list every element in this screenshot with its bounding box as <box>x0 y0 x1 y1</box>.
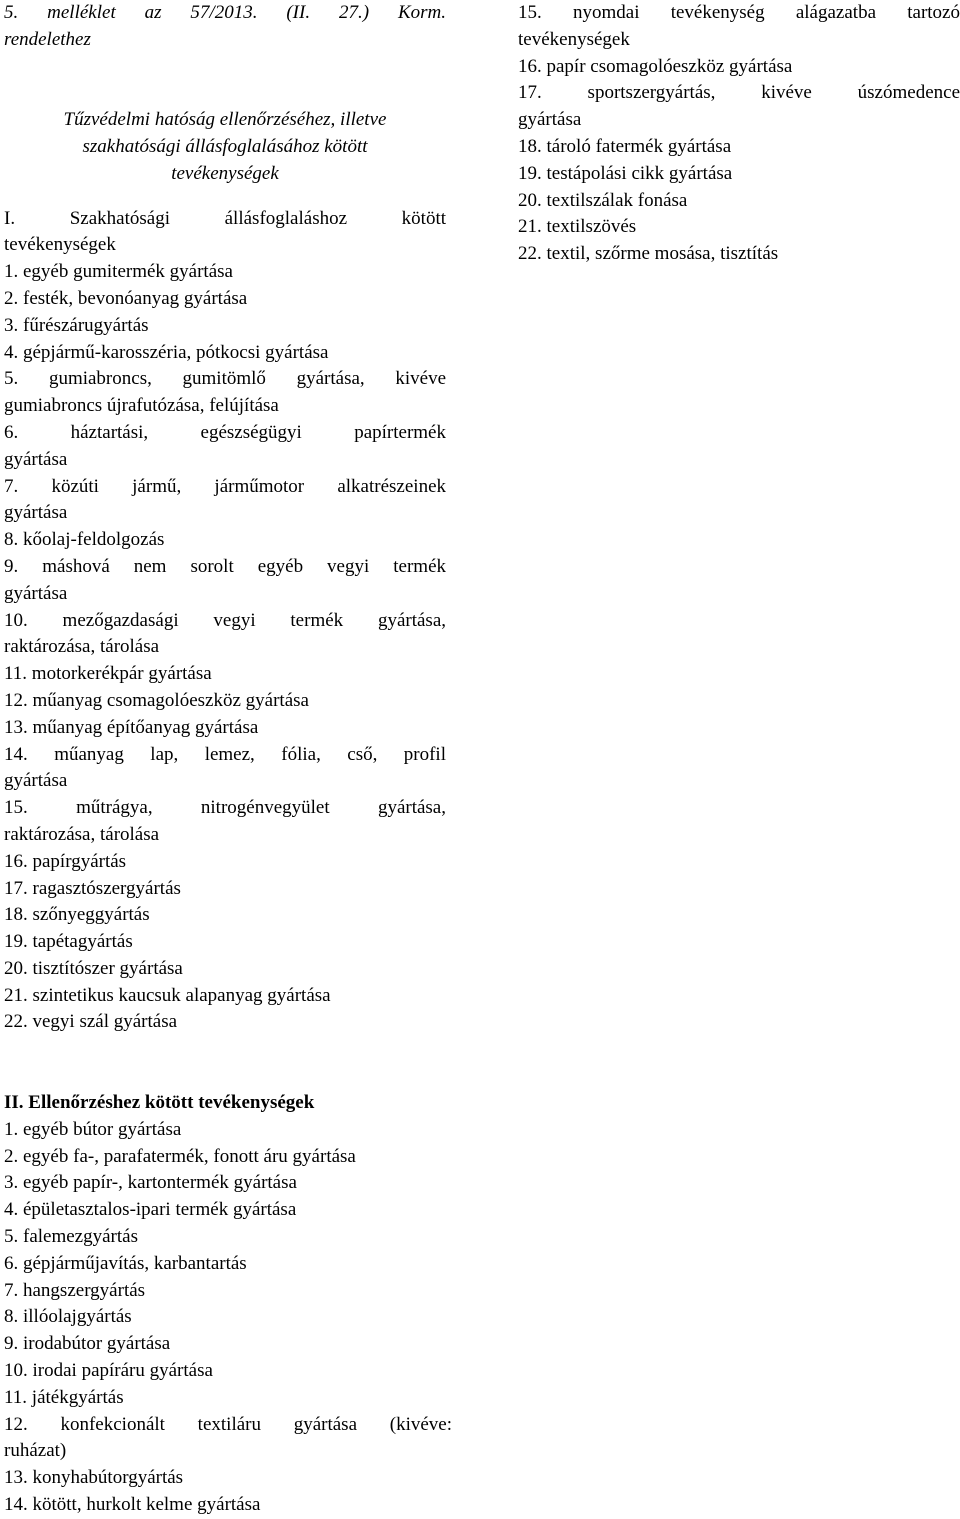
list-item-continuation: gumiabroncs újrafutózása, felújítása <box>4 395 279 417</box>
section2-heading: II. Ellenőrzéshez kötött tevékenységek <box>4 1092 315 1113</box>
left-column <box>4 0 446 1036</box>
list-item: 3. fűrészárugyártás <box>4 314 149 336</box>
list-item: 9. irodabútor gyártása <box>4 1333 171 1355</box>
list-item: 2. egyéb fa-, parafatermék, fonott áru gyártása <box>4 1145 356 1167</box>
list-item: 11. motorkerékpár gyártása <box>4 663 212 685</box>
list-item: 18. tároló fatermék gyártása <box>518 135 732 157</box>
section1-heading-line2: tevékenységek <box>4 234 116 256</box>
section2 <box>4 1090 452 1519</box>
list-item-continuation: raktározása, tárolása <box>4 636 160 658</box>
list-item: 18. szőnyeggyártás <box>4 904 150 926</box>
annex-header-line1: 5. melléklet az 57/2013. (II. 27.) Korm. <box>4 2 446 23</box>
list-item: 8. kőolaj-feldolgozás <box>4 529 165 551</box>
list-item: 17. sportszergyártás, kivéve úszómedence <box>518 82 960 104</box>
list-item: 7. hangszergyártás <box>4 1279 146 1301</box>
list-item: 9. máshová nem sorolt egyéb vegyi termék <box>4 555 446 577</box>
list-item-continuation: tevékenységek <box>518 28 630 50</box>
list-item: 14. kötött, hurkolt kelme gyártása <box>4 1493 261 1515</box>
document-title-line1: Tűzvédelmi hatóság ellenőrzéséhez, illetve <box>63 109 387 131</box>
list-item: 16. papírgyártás <box>4 850 127 872</box>
list-item: 6. gépjárműjavítás, karbantartás <box>4 1252 247 1274</box>
list-item: 5. gumiabroncs, gumitömlő gyártása, kivéve <box>4 368 446 390</box>
list-item: 17. ragasztószergyártás <box>4 877 181 899</box>
list-item: 1. egyéb bútor gyártása <box>4 1118 182 1140</box>
list-item: 13. műanyag építőanyag gyártása <box>4 716 259 738</box>
list-item-continuation: gyártása <box>4 502 68 524</box>
list-item-continuation: gyártása <box>4 770 68 792</box>
list-item: 4. épületasztalos-ipari termék gyártása <box>4 1199 297 1221</box>
list-item: 19. tapétagyártás <box>4 931 133 953</box>
list-item: 21. szintetikus kaucsuk alapanyag gyártása <box>4 984 331 1006</box>
list-item: 1. egyéb gumitermék gyártása <box>4 261 233 283</box>
document-title-line2: szakhatósági állásfoglalásához kötött <box>82 135 368 157</box>
list-item: 7. közúti jármű, járműmotor alkatrészeinek <box>4 475 446 497</box>
list-item: 20. tisztítószer gyártása <box>4 957 183 979</box>
list-item-continuation: gyártása <box>4 582 68 604</box>
list-item: 12. konfekcionált textiláru gyártása (kivéve: <box>4 1413 452 1435</box>
list-item: 22. textil, szőrme mosása, tisztítás <box>518 243 779 265</box>
list-item: 14. műanyag lap, lemez, fólia, cső, profil <box>4 743 446 765</box>
list-item-continuation: gyártása <box>4 448 68 470</box>
list-item: 19. testápolási cikk gyártása <box>518 162 733 184</box>
list-item: 21. textilszövés <box>518 216 637 238</box>
list-item-continuation: raktározása, tárolása <box>4 823 160 845</box>
list-item: 15. nyomdai tevékenység alágazatba tartozó <box>518 2 960 23</box>
list-item: 5. falemezgyártás <box>4 1225 138 1247</box>
list-item: 8. illóolajgyártás <box>4 1306 132 1328</box>
list-item: 2. festék, bevonóanyag gyártása <box>4 287 248 309</box>
list-item: 22. vegyi szál gyártása <box>4 1011 178 1033</box>
section1-heading-line1: I. Szakhatósági állásfoglaláshoz kötött <box>4 207 446 229</box>
list-item: 3. egyéb papír-, kartontermék gyártása <box>4 1172 297 1194</box>
list-item: 10. irodai papíráru gyártása <box>4 1359 213 1381</box>
right-column <box>518 0 960 268</box>
list-item: 11. játékgyártás <box>4 1386 124 1408</box>
list-item: 10. mezőgazdasági vegyi termék gyártása, <box>4 609 446 631</box>
list-item: 15. műtrágya, nitrogénvegyület gyártása, <box>4 797 446 819</box>
list-item-continuation: ruházat) <box>4 1440 67 1462</box>
list-item: 20. textilszálak fonása <box>518 189 688 211</box>
list-item: 4. gépjármű-karosszéria, pótkocsi gyártása <box>4 341 329 363</box>
annex-header-line2: rendelethez <box>4 28 91 50</box>
list-item: 13. konyhabútorgyártás <box>4 1467 184 1489</box>
list-item: 16. papír csomagolóeszköz gyártása <box>518 55 793 77</box>
document-title-line3: tevékenységek <box>171 162 279 184</box>
list-item: 6. háztartási, egészségügyi papírtermék <box>4 421 446 443</box>
list-item-continuation: gyártása <box>518 109 582 131</box>
list-item: 12. műanyag csomagolóeszköz gyártása <box>4 689 309 711</box>
